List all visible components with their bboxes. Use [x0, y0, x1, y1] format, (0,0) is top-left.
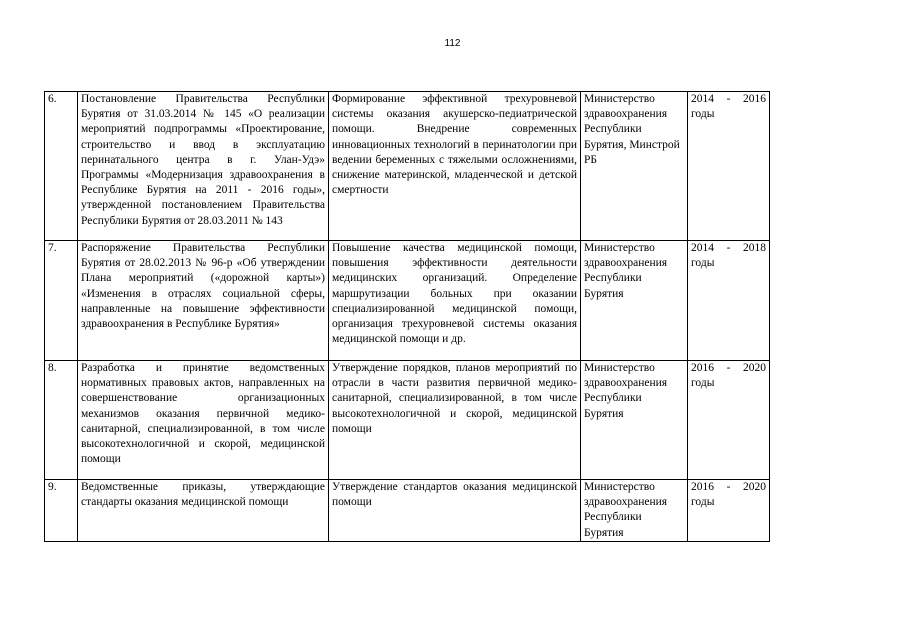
table-row — [45, 480, 770, 542]
years-range — [691, 361, 766, 376]
result-cell: Формирование эффективной трехуровневой системы оказания акушерско-педиатрической помощи. Внедрение современных инновационных технологий в перинатологии при ведении беременных с тяжелыми осложнениями, снижение материнской, младенческой и детской смертности — [329, 92, 581, 241]
measure-cell: Постановление Правительства Республики Бурятия от 31.03.2014 № 145 «О реализации мероприятий подпрограммы «Проектирование, строительство и ввод в эксплуатацию перинатального центра в г. Улан-Удэ» Программы «Модернизация здравоохранения в Республике Бурятия на 2011 - 2016 годы», утвержденной постановлением Правительства Республики Бурятия от 28.03.2011 № 143 — [78, 92, 329, 241]
row-number: 6. — [45, 92, 78, 241]
result-cell: Утверждение стандартов оказания медицинской помощи — [329, 480, 581, 542]
years-range — [691, 241, 766, 256]
measure-cell: Ведомственные приказы, утверждающие стандарты оказания медицинской помощи — [78, 480, 329, 542]
years-cell — [688, 241, 770, 361]
measure-cell: Распоряжение Правительства Республики Бурятия от 28.02.2013 № 96-р «Об утверждении Плана мероприятий («дорожной карты») «Изменения в отраслях социальной сферы, направленные на повышение эффективности здравоохранения в Республике Бурятия» — [78, 241, 329, 361]
row-number: 7. — [45, 241, 78, 361]
table-row — [45, 92, 770, 241]
years-cell — [688, 92, 770, 241]
page-number: 112 — [444, 38, 461, 49]
years-cell — [688, 361, 770, 480]
table-row — [45, 361, 770, 480]
measure-cell: Разработка и принятие ведомственных нормативных правовых актов, направленных на совершенствование организационных механизмов оказания первичной медико-санитарной, специализированной, в том числе высокотехнологичной и скорой, медицинской помощи — [78, 361, 329, 480]
years-start: 2016 — [691, 362, 714, 374]
years-start: 2014 — [691, 242, 714, 254]
row-number: 9. — [45, 480, 78, 542]
result-cell: Утверждение порядков, планов мероприятий по отрасли в части развития первичной медико-санитарной, специализированной, в том числе высокотехнологичной и скорой, медицинской помощи — [329, 361, 581, 480]
responsible-cell: Министерство здравоохранения Республики Бурятия — [581, 241, 688, 361]
years-unit: годы — [691, 108, 715, 121]
years-range — [691, 480, 766, 495]
row-number: 8. — [45, 361, 78, 480]
responsible-cell: Министерство здравоохранения Республики Бурятия — [581, 361, 688, 480]
measures-table — [44, 91, 770, 542]
years-end: 2018 — [743, 242, 766, 254]
responsible-cell: Министерство здравоохранения Республики Бурятия — [581, 480, 688, 542]
years-end: 2016 — [743, 93, 766, 105]
years-start: 2016 — [691, 481, 714, 493]
years-dash: - — [726, 362, 731, 374]
years-dash: - — [726, 481, 731, 493]
years-unit: годы — [691, 377, 715, 390]
years-cell — [688, 480, 770, 542]
responsible-cell: Министерство здравоохранения Республики Бурятия, Минстрой РБ — [581, 92, 688, 241]
years-end: 2020 — [743, 362, 766, 374]
years-unit: годы — [691, 496, 715, 509]
table-row — [45, 241, 770, 361]
years-dash: - — [726, 242, 731, 254]
result-cell: Повышение качества медицинской помощи, повышения эффективности деятельности медицинских организаций. Определение маршрутизации больных при оказании специализированной медицинской помощи, организация трехуровневой системы оказания медицинской помощи и др. — [329, 241, 581, 361]
years-dash: - — [726, 93, 731, 105]
years-unit: годы — [691, 257, 715, 270]
years-range — [691, 92, 766, 107]
years-start: 2014 — [691, 93, 714, 105]
years-end: 2020 — [743, 481, 766, 493]
